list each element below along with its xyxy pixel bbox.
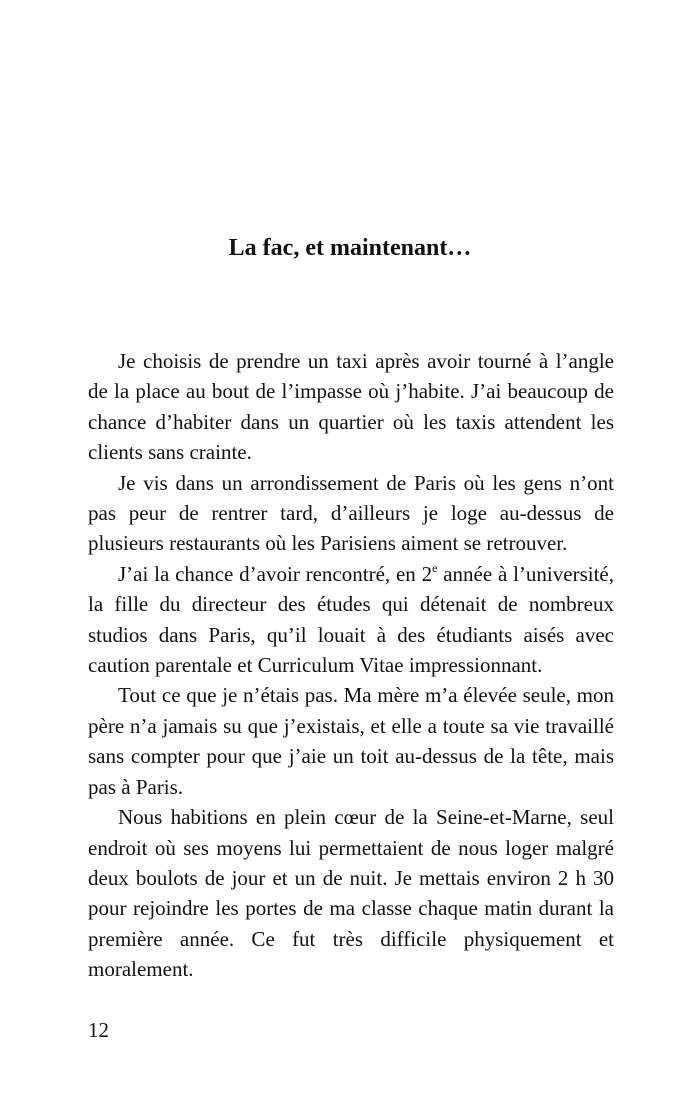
paragraph-5: Nous habitions en plein cœur de la Seine-et-Marne, seul endroit où ses moyens lui permettaient de nous loger malgré deux boulots de jour et un de nuit. Je mettais environ 2 h 30 pour rejoindre les portes de ma classe chaque matin durant la première année. Ce fut très difficile physiquement et moralement.: [88, 805, 614, 982]
paragraph-4: Tout ce que je n’étais pas. Ma mère m’a élevée seule, mon père n’a jamais su que j’existais, et elle a toute sa vie travaillé sans compter pour que j’aie un toit au-dessus de la tête, mais pas à Paris.: [88, 683, 614, 799]
paragraph-3: [88, 559, 614, 681]
paragraph-3-after: année à l’université, la fille du directeur des études qui détenait de nombreux studios dans Paris, qu’il louait à des étudiants aisés avec caution parentale et Curriculum Vitae impressionnant.: [88, 561, 614, 678]
ordinal-superscript: e: [432, 560, 438, 575]
chapter-body: [88, 346, 614, 985]
page-number: 12: [88, 1018, 109, 1042]
paragraph-3-before: J’ai la chance d’avoir rencontré, en 2: [118, 561, 433, 586]
paragraph-1: Je choisis de prendre un taxi après avoir tourné à l’angle de la place au bout de l’impasse où j’habite. J’ai beaucoup de chance d’habiter dans un quartier où les taxis attendent les clients sans crainte.: [88, 349, 614, 465]
chapter-title: La fac, et maintenant…: [228, 235, 472, 261]
paragraph-2: Je vis dans un arrondissement de Paris où les gens n’ont pas peur de rentrer tard, d’ailleurs je loge au-dessus de plusieurs restaurants où les Parisiens aiment se retrouver.: [88, 470, 614, 556]
